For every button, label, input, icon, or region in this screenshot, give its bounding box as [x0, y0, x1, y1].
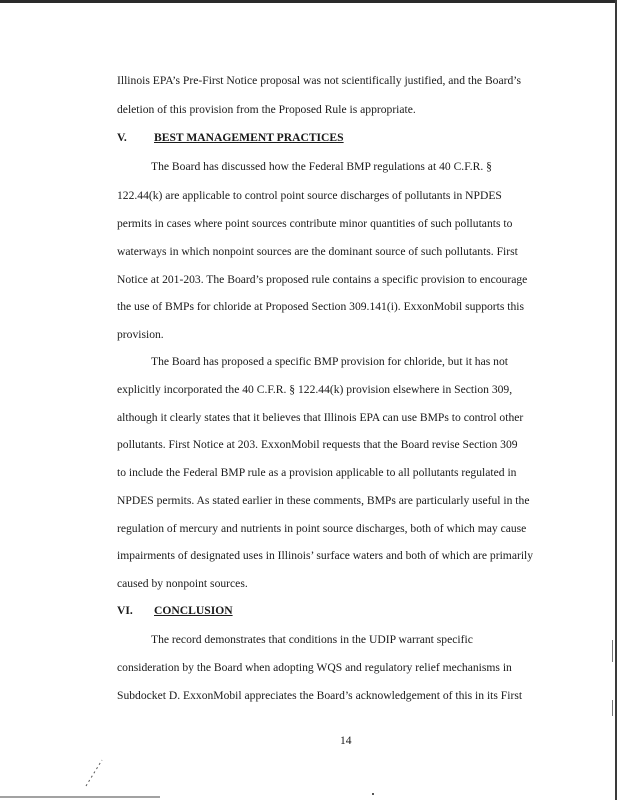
text-line: impairments of designated uses in Illinois’ surface waters and both of which are primarily — [117, 549, 534, 562]
text-line: The Board has discussed how the Federal BMP regulations at 40 C.F.R. § — [151, 160, 492, 173]
section-number: V. — [117, 131, 127, 144]
section-title: CONCLUSION — [154, 604, 233, 617]
text-line: The Board has proposed a specific BMP provision for chloride, but it has not — [151, 355, 508, 368]
text-line: permits in cases where point sources contribute minor quantities of such pollutants to — [117, 217, 513, 230]
scan-speck — [372, 793, 374, 795]
text-line: deletion of this provision from the Proposed Rule is appropriate. — [117, 103, 416, 116]
section-number: VI. — [117, 604, 133, 617]
text-line: consideration by the Board when adopting WQS and regulatory relief mechanisms in — [117, 661, 512, 674]
text-line: Notice at 201-203. The Board’s proposed rule contains a specific provision to encourage — [117, 273, 528, 286]
text-line: The record demonstrates that conditions in the UDIP warrant specific — [151, 633, 473, 646]
text-line: although it clearly states that it believes that Illinois EPA can use BMPs to control other — [117, 411, 524, 424]
page-number: 14 — [340, 734, 352, 747]
text-line: Illinois EPA’s Pre-First Notice proposal was not scientifically justified, and the Board’s — [117, 74, 522, 87]
text-line: pollutants. First Notice at 203. ExxonMobil requests that the Board revise Section 309 — [117, 438, 518, 451]
text-line: provision. — [117, 328, 164, 341]
scan-mark — [86, 760, 102, 786]
text-line: regulation of mercury and nutrients in point source discharges, both of which may cause — [117, 522, 527, 535]
section-title: BEST MANAGEMENT PRACTICES — [154, 131, 344, 144]
text-line: to include the Federal BMP rule as a provision applicable to all pollutants regulated in — [117, 466, 517, 479]
text-line: 122.44(k) are applicable to control point source discharges of pollutants in NPDES — [117, 189, 502, 202]
text-line: explicitly incorporated the 40 C.F.R. § 122.44(k) provision elsewhere in Section 309, — [117, 383, 513, 396]
text-line: the use of BMPs for chloride at Proposed Section 309.141(i). ExxonMobil supports this — [117, 300, 525, 313]
text-line: caused by nonpoint sources. — [117, 577, 248, 590]
text-line: Subdocket D. ExxonMobil appreciates the Board’s acknowledgement of this in its First — [117, 689, 523, 702]
text-line: waterways in which nonpoint sources are the dominant source of such pollutants. First — [117, 245, 518, 258]
text-line: NPDES permits. As stated earlier in these comments, BMPs are particularly useful in the — [117, 494, 530, 507]
